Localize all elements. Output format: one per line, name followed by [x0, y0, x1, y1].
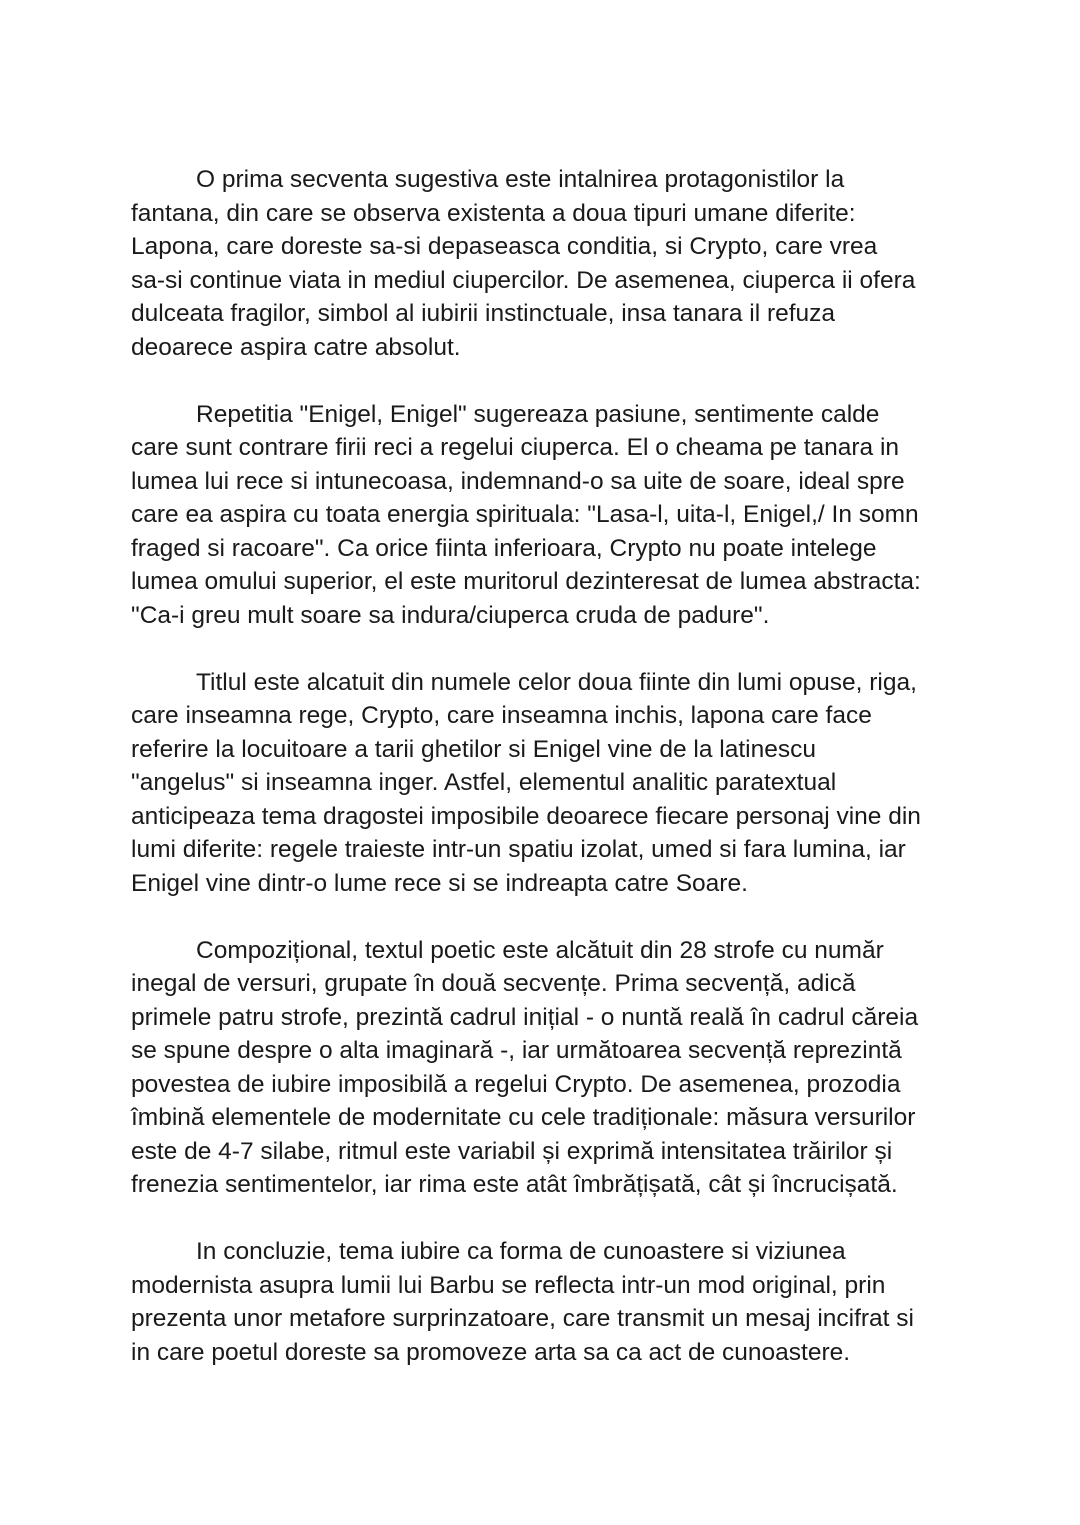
- document-body: [131, 163, 961, 1403]
- paragraph-conclusion: In concluzie, tema iubire ca forma de cunoastere si viziunea modernista asupra lumii lui Barbu se reflecta intr-un mod original, prin prezenta unor metafore surprinzatoare, care transmit un mesaj incifrat si in care poetul doreste sa promoveze arta sa ca act de cunoastere.: [131, 1238, 914, 1366]
- paragraph-fountain-encounter: O prima secventa sugestiva este intalnirea protagonistilor la fantana, din care se observa existenta a doua tipuri umane diferite: Lapona, care doreste sa-si depaseasca conditia, si Crypto, care vrea sa-si continue viata in mediul ciupercilor. De asemenea, ciuperca ii ofera dulceata fragilor, simbol al iubirii instinctuale, insa tanara il refuza deoarece aspira catre absolut.: [131, 166, 916, 361]
- paragraph-title-analysis: Titlul este alcatuit din numele celor doua fiinte din lumi opuse, riga, care inseamna rege, Crypto, care inseamna inchis, lapona care face referire la locuitoare a tarii ghetilor si Enigel vine de la latinescu "angelus" si inseamna inger. Astfel, elementul analitic paratextual anticipeaza tema dragostei imposibile deoarece fiecare personaj vine din lumi diferite: regele traieste intr-un spatiu izolat, umed si fara lumina, iar Enigel vine dintr-o lume rece si se indreapta catre Soare.: [131, 668, 921, 897]
- paragraph-enigel-repetition: Repetitia "Enigel, Enigel" sugereaza pasiune, sentimente calde care sunt contrare firii reci a regelui ciuperca. El o cheama pe tanara in lumea lui rece si intunecoasa, indemnand-o sa uite de soare, ideal spre care ea aspira cu toata energia spirituala: "Lasa-l, uita-l, Enigel,/ In somn fraged si racoare". Ca orice fiinta inferioara, Crypto nu poate intelege lumea omului superior, el este muritorul dezinteresat de lumea abstracta: "Ca-i greu mult soare sa indura/ciuperca cruda de padure".: [131, 400, 921, 629]
- paragraph-composition: Compozițional, textul poetic este alcătuit din 28 strofe cu număr inegal de versuri, grupate în două secvențe. Prima secvență, adică primele patru strofe, prezintă cadrul inițial - o nuntă reală în cadrul căreia se spune despre o alta imaginară -, iar următoarea secvență reprezintă povestea de iubire imposibilă a regelui Crypto. De asemenea, prozodia îmbină elementele de modernitate cu cele tradiționale: măsura versurilor este de 4-7 silabe, ritmul este variabil și exprimă intensitatea trăirilor și frenezia sentimentelor, iar rima este atât îmbrățișată, cât și încrucișată.: [131, 936, 919, 1198]
